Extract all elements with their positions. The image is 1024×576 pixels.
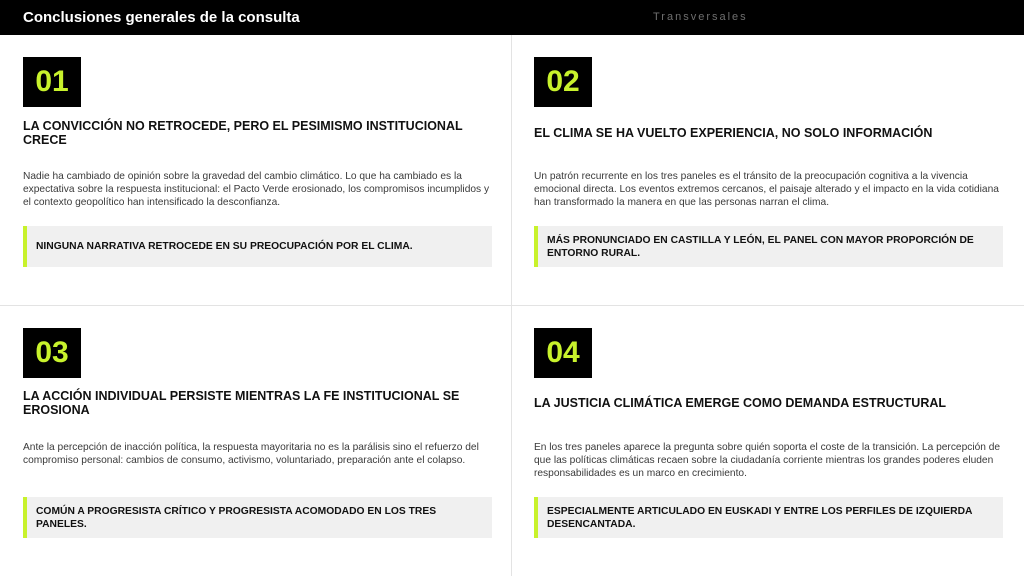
card-number: 03 [23, 328, 81, 378]
card-callout: COMÚN A PROGRESISTA CRÍTICO Y PROGRESISTA ACOMODADO EN LOS TRES PANELES. [23, 497, 492, 538]
card-body: Nadie ha cambiado de opinión sobre la gravedad del cambio climático. Lo que ha cambiado es la expectativa sobre la respuesta institucional: el Pacto Verde erosionado, los compromisos incumplidos y el contexto geopolítico han intensificado la desconfianza. [23, 171, 490, 209]
horizontal-divider [0, 305, 1024, 306]
card-body: Un patrón recurrente en los tres paneles es el tránsito de la preocupación cognitiva a la vivencia emocional directa. Los eventos extremos cercanos, el paisaje alterado y el impacto en la vida cotidiana han transformado la manera en que las personas narran el clima. [534, 171, 999, 209]
card-heading: LA ACCIÓN INDIVIDUAL PERSISTE MIENTRAS LA FE INSTITUCIONAL SE EROSIONA [23, 388, 460, 417]
card-heading: LA CONVICCIÓN NO RETROCEDE, PERO EL PESIMISMO INSTITUCIONAL CRECE [23, 118, 463, 147]
card-heading: EL CLIMA SE HA VUELTO EXPERIENCIA, NO SOLO INFORMACIÓN [534, 125, 933, 140]
card-callout: NINGUNA NARRATIVA RETROCEDE EN SU PREOCUPACIÓN POR EL CLIMA. [23, 226, 492, 267]
page-title: Conclusiones generales de la consulta [23, 9, 300, 26]
card-body: En los tres paneles aparece la pregunta sobre quién soporta el coste de la transición. La percepción de que las políticas climáticas recaen sobre la ciudadanía corriente mientras los grandes poderes eluden responsabilidades es un marco en crecimiento. [534, 442, 1001, 480]
conclusion-card-03 [23, 328, 493, 543]
card-callout: ESPECIALMENTE ARTICULADO EN EUSKADI Y ENTRE LOS PERFILES DE IZQUIERDA DESENCANTADA. [534, 497, 1003, 538]
card-number: 02 [534, 57, 592, 107]
card-callout: MÁS PRONUNCIADO EN CASTILLA Y LEÓN, EL PANEL CON MAYOR PROPORCIÓN DE ENTORNO RURAL. [534, 226, 1003, 267]
section-label: Transversales [653, 11, 748, 23]
card-body: Ante la percepción de inacción política, la respuesta mayoritaria no es la parálisis sino el refuerzo del compromiso personal: cambios de consumo, activismo, voluntariado, preparación ante el colapso. [23, 442, 479, 467]
conclusion-card-04 [534, 328, 1004, 543]
conclusion-card-01 [23, 57, 493, 272]
top-bar [0, 0, 1024, 35]
card-number: 01 [23, 57, 81, 107]
card-number: 04 [534, 328, 592, 378]
card-heading: LA JUSTICIA CLIMÁTICA EMERGE COMO DEMANDA ESTRUCTURAL [534, 395, 947, 410]
conclusion-card-02 [534, 57, 1004, 272]
